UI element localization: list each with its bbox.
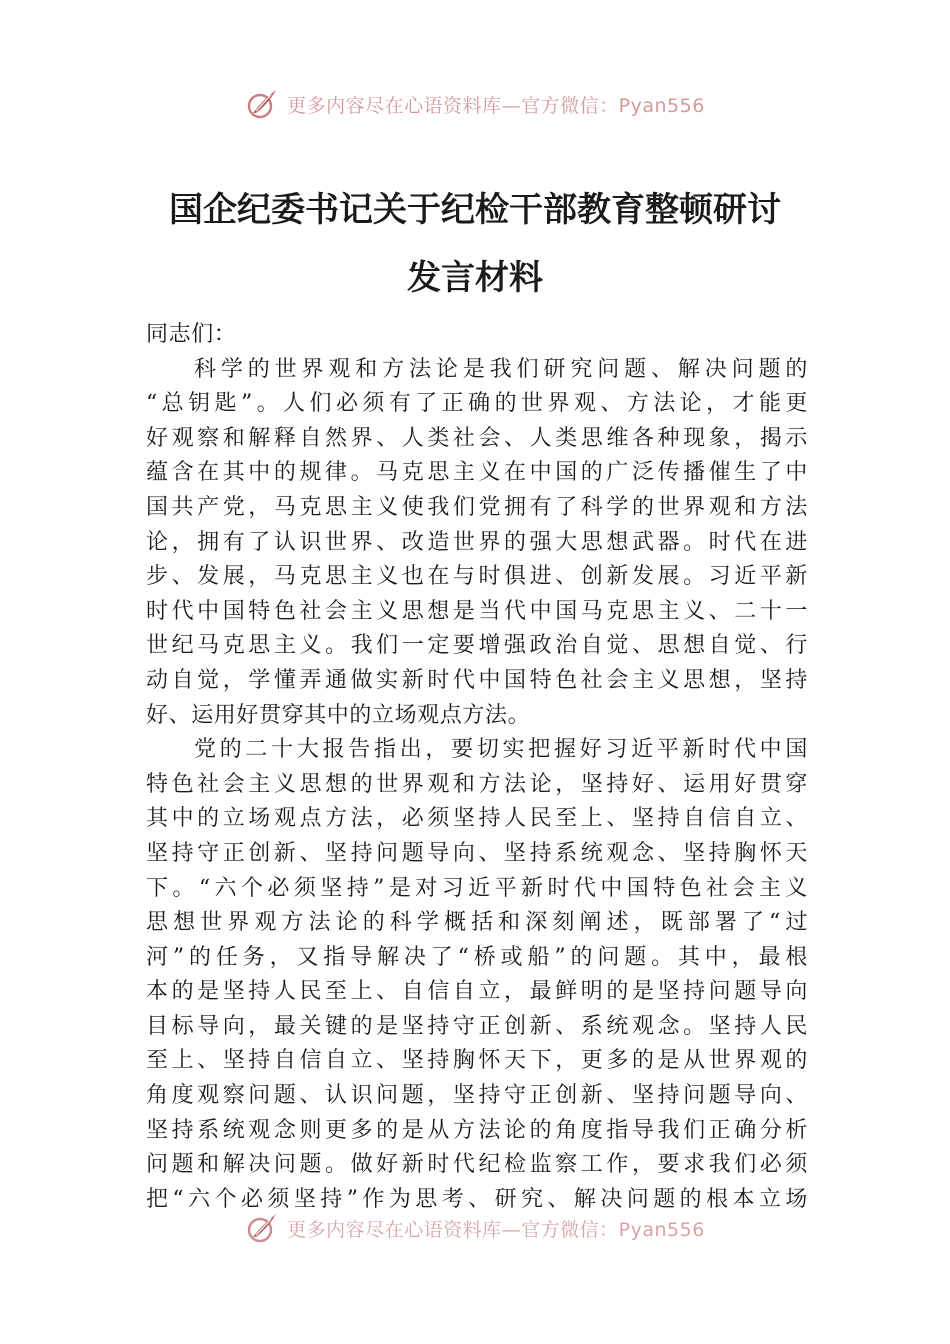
paragraph2-line: 党的二十大报告指出，要切实把握好习近平新时代中国 xyxy=(194,737,808,763)
paragraph2-line: 思想世界观方法论的科学概括和深刻阐述，既部署了“过 xyxy=(146,910,808,936)
paragraph2-line: 目标导向，最关键的是坚持守正创新、系统观念。坚持人民 xyxy=(146,1013,808,1039)
paragraph2-line: 坚持系统观念则更多的是从方法论的角度指导我们正确分析 xyxy=(146,1117,808,1143)
watermark-wechat-id: Pyan556 xyxy=(618,94,705,117)
paragraph1-line: 科学的世界观和方法论是我们研究问题、解决问题的 xyxy=(194,356,808,382)
salutation: 同志们： xyxy=(146,322,237,347)
paragraph1-line: 步、发展，马克思主义也在与时俱进、创新发展。习近平新 xyxy=(146,564,808,590)
paragraph2-line: 问题和解决问题。做好新时代纪检监察工作，要求我们必须 xyxy=(146,1152,808,1178)
watermark-text: 更多内容尽在心语资料库—官方微信： xyxy=(287,94,619,117)
paragraph1-line: 国共产党，马克思主义使我们党拥有了科学的世界观和方法 xyxy=(146,494,808,520)
paragraph1-line: 世纪马克思主义。我们一定要增强政治自觉、思想自觉、行 xyxy=(146,633,808,659)
watermark-text: 更多内容尽在心语资料库—官方微信： xyxy=(287,1218,619,1241)
paragraph1-line: 动自觉，学懂弄通做实新时代中国特色社会主义思想，坚持 xyxy=(146,667,808,693)
paragraph2-line: 坚持守正创新、坚持问题导向、坚持系统观念、坚持胸怀天 xyxy=(146,840,808,866)
document-title-line2: 发言材料 xyxy=(407,258,543,298)
document-body xyxy=(146,318,808,1217)
watermark-wechat-id: Pyan556 xyxy=(618,1218,705,1241)
paragraph1-line: 时代中国特色社会主义思想是当代中国马克思主义、二十一 xyxy=(146,598,808,624)
quill-logo-icon xyxy=(245,1211,279,1245)
paragraph2-line: 角度观察问题、认识问题，坚持守正创新、坚持问题导向、 xyxy=(146,1083,808,1109)
watermark-header xyxy=(0,84,950,124)
paragraph2-line: 下。“六个必须坚持”是对习近平新时代中国特色社会主义 xyxy=(146,875,808,901)
paragraph1-line: 好、运用好贯穿其中的立场观点方法。 xyxy=(146,702,531,728)
paragraph2-line: 把“六个必须坚持”作为思考、研究、解决问题的根本立场 xyxy=(146,1186,808,1212)
paragraph1-line: 蕴含在其中的规律。马克思主义在中国的广泛传播催生了中 xyxy=(146,460,808,486)
watermark-footer xyxy=(0,1208,950,1248)
paragraph2-line: 特色社会主义思想的世界观和方法论，坚持好、运用好贯穿 xyxy=(146,771,808,797)
document-title-line1: 国企纪委书记关于纪检干部教育整顿研讨 xyxy=(169,190,781,230)
paragraph2-line: 至上、坚持自信自立、坚持胸怀天下，更多的是从世界观的 xyxy=(146,1048,808,1074)
paragraph2-line: 本的是坚持人民至上、自信自立，最鲜明的是坚持问题导向 xyxy=(146,979,808,1005)
paragraph2-line: 其中的立场观点方法，必须坚持人民至上、坚持自信自立、 xyxy=(146,806,808,832)
paragraph1-line: “总钥匙”。人们必须有了正确的世界观、方法论，才能更 xyxy=(146,391,808,417)
paragraph1-line: 论，拥有了认识世界、改造世界的强大思想武器。时代在进 xyxy=(146,529,808,555)
paragraph1-line: 好观察和解释自然界、人类社会、人类思维各种现象，揭示 xyxy=(146,425,808,451)
quill-logo-icon xyxy=(245,87,279,121)
paragraph2-line: 河”的任务，又指导解决了“桥或船”的问题。其中，最根 xyxy=(146,944,808,970)
